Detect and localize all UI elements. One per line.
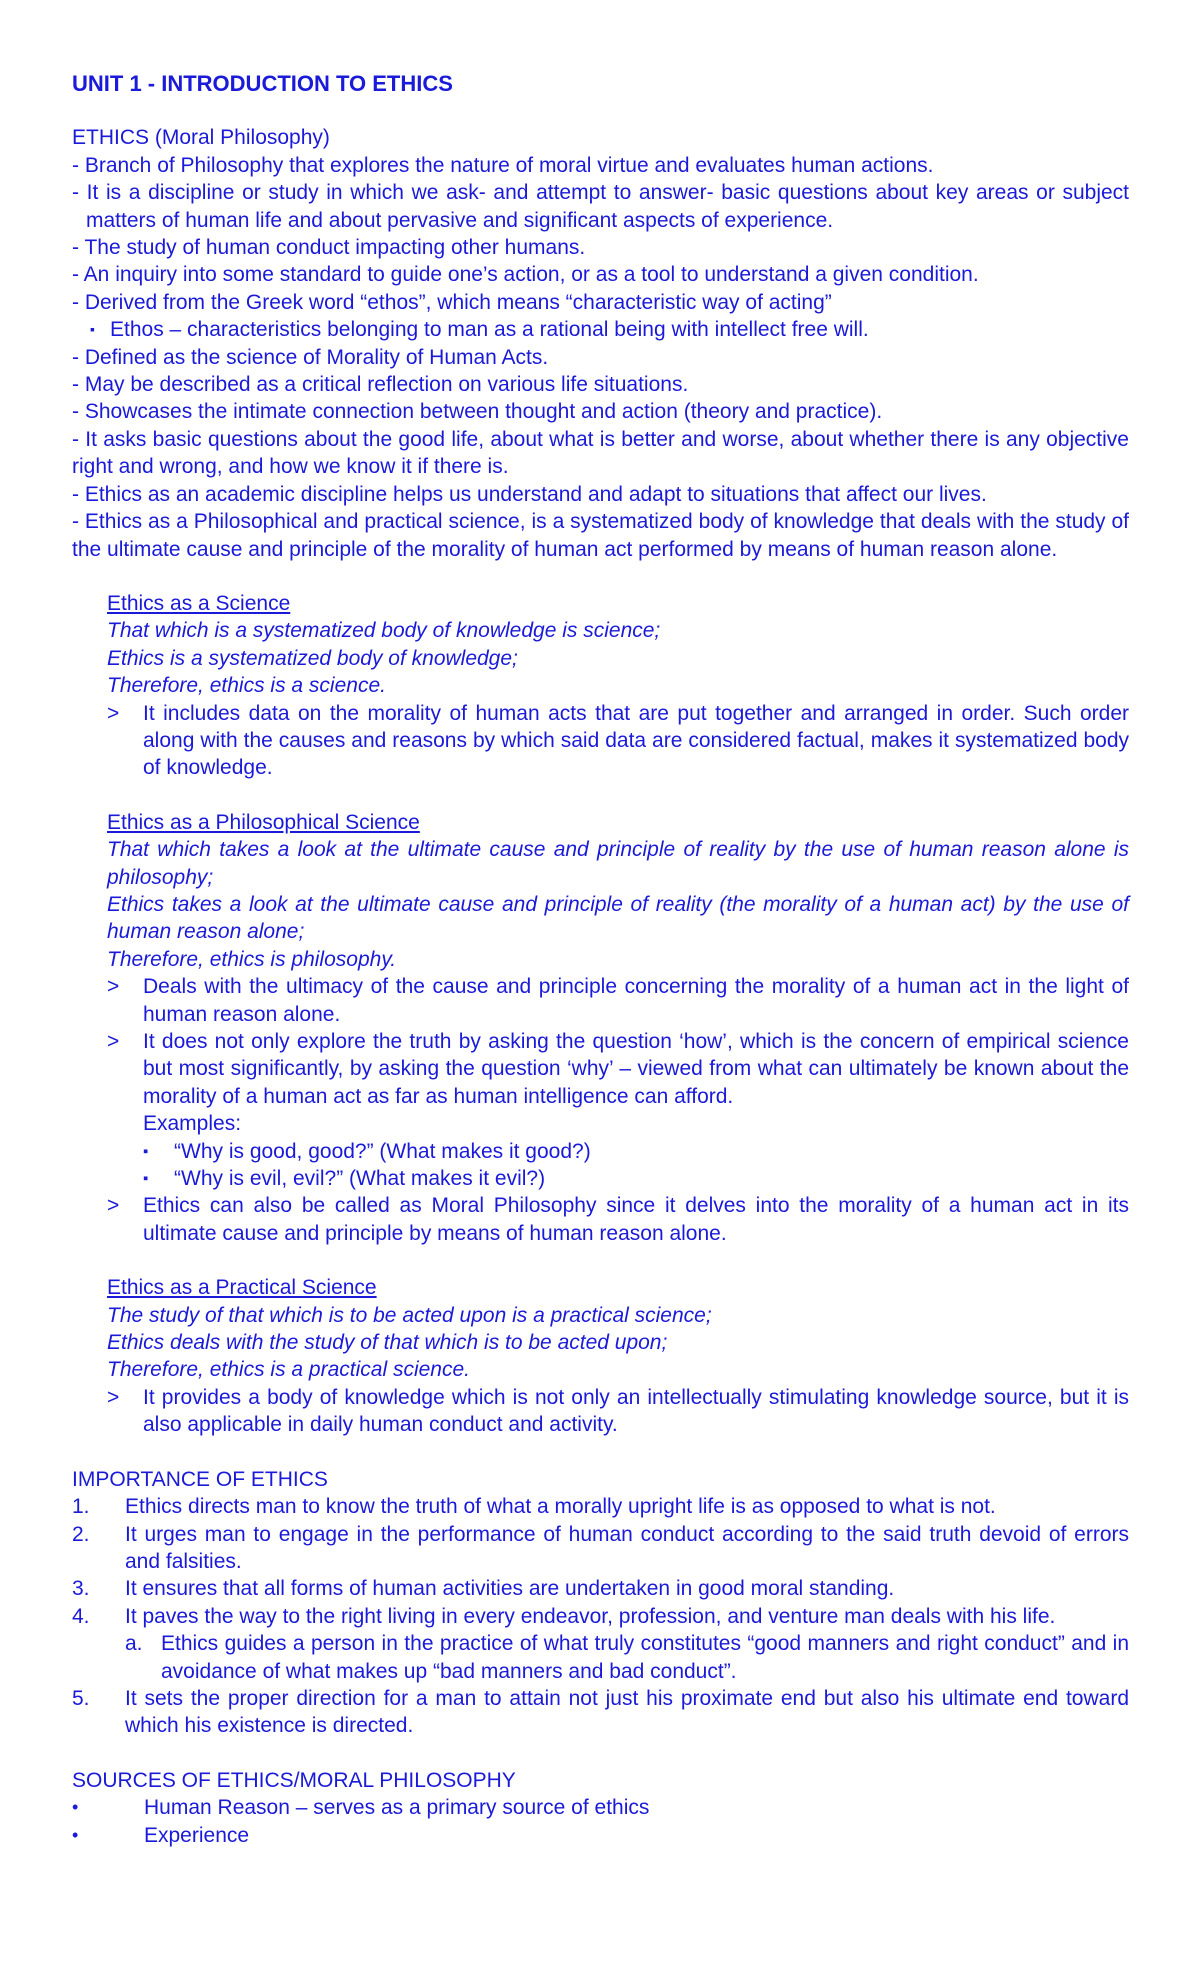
bullet-text: Experience: [144, 1823, 250, 1847]
item-text: It sets the proper direction for a man to attain not just his proximate end but also his ultimate end toward which his existence is directed.: [125, 1686, 1129, 1738]
arrow-point: [107, 1192, 1129, 1247]
arrow-point-text: It includes data on the morality of human acts that are put together and arranged in order. Such order along with the causes and reasons by which said data are considered factual, makes it systematized body of knowledge.: [143, 701, 1129, 780]
definition-line: - Branch of Philosophy that explores the nature of moral virtue and evaluates human actions.: [72, 153, 934, 177]
bullet-item: [72, 1822, 1129, 1849]
definition-line: - May be described as a critical reflection on various life situations.: [72, 373, 689, 397]
example-text: “Why is good, good?” (What makes it good?): [174, 1139, 591, 1163]
item-number: 4.: [72, 1604, 90, 1628]
arrow-point-text: Deals with the ultimacy of the cause and principle concerning the morality of a human act in the light of human reason alone.: [143, 975, 1129, 1026]
subitem-text: Ethics guides a person in the practice of what truly constitutes “good manners and right conduct” and in avoidance of what makes up “bad manners and bad conduct”.: [161, 1632, 1129, 1683]
document-page: [72, 70, 1129, 1849]
bullet-item: [72, 1794, 1129, 1821]
definition-line: - Ethics as an academic discipline helps us understand and adapt to situations that affect our lives.: [72, 482, 987, 506]
syllogism-line: Therefore, ethics is a practical science.: [107, 1358, 470, 1382]
definition-line: - Derived from the Greek word “ethos”, which means “characteristic way of acting”: [72, 290, 832, 314]
example-text: “Why is evil, evil?” (What makes it evil?): [174, 1167, 546, 1191]
square-bullet-icon: ▪: [143, 1142, 149, 1160]
numbered-item: [72, 1521, 1129, 1576]
numbered-item: [72, 1493, 1129, 1520]
item-number: 3.: [72, 1577, 90, 1601]
arrow-point-text: Ethics can also be called as Moral Philosophy since it delves into the morality of a human act in its ultimate cause and principle by means of human reason alone.: [143, 1194, 1129, 1245]
item-number: 2.: [72, 1522, 90, 1546]
arrow-point: [107, 1384, 1129, 1439]
definition-line: - The study of human conduct impacting other humans.: [72, 236, 586, 260]
syllogism-line: Ethics is a systematized body of knowledge;: [107, 646, 518, 670]
ethos-note: [72, 316, 1129, 343]
syllogism-line: Therefore, ethics is a science.: [107, 674, 386, 698]
definition-line: - It asks basic questions about the good life, about what is better and worse, about whether there is any objective right and wrong, and how we know it if there is.: [72, 427, 1129, 479]
syllogism-line: Ethics deals with the study of that which is to be acted upon;: [107, 1331, 668, 1355]
arrow-point-text: It does not only explore the truth by asking the question ‘how’, which is the concern of empirical science but most significantly, by asking the question ‘why’ – viewed from what can ultimately be known about the morality of a human act as far as human intelligence can afford.: [143, 1030, 1129, 1108]
section-practical: [107, 1274, 1129, 1438]
example-item: [107, 1165, 1129, 1192]
definition-line: - It is a discipline or study in which we ask- and attempt to answer- basic questions about key areas or subject matters of human life and about pervasive and significant aspects of experience.: [72, 181, 1129, 232]
arrow-bullet-icon: >: [107, 975, 120, 999]
examples-label: Examples:: [143, 1112, 242, 1136]
arrow-bullet-icon: >: [107, 1385, 120, 1409]
item-number: 5.: [72, 1686, 90, 1710]
item-text: It ensures that all forms of human activities are undertaken in good moral standing.: [125, 1577, 895, 1601]
item-text: Ethics directs man to know the truth of what a morally upright life is as opposed to what is not.: [125, 1495, 996, 1519]
definition-line: - Showcases the intimate connection between thought and action (theory and practice).: [72, 400, 883, 424]
definition-line: - An inquiry into some standard to guide one’s action, or as a tool to understand a given condition.: [72, 263, 979, 287]
importance-heading: IMPORTANCE OF ETHICS: [72, 1467, 328, 1491]
bullet-icon: •: [72, 1824, 79, 1845]
square-bullet-icon: ▪: [90, 321, 95, 338]
numbered-item: [72, 1603, 1129, 1630]
square-bullet-icon: ▪: [143, 1170, 149, 1188]
section-heading: Ethics as a Science: [107, 591, 291, 615]
arrow-bullet-icon: >: [107, 1030, 120, 1053]
sources-heading: SOURCES OF ETHICS/MORAL PHILOSOPHY: [72, 1768, 516, 1792]
bullet-icon: •: [72, 1797, 79, 1818]
example-item: [107, 1138, 1129, 1165]
syllogism-line: Therefore, ethics is philosophy.: [107, 947, 397, 971]
arrow-point: [107, 1028, 1129, 1110]
syllogism-line: The study of that which is to be acted upon is a practical science;: [107, 1303, 712, 1327]
arrow-bullet-icon: >: [107, 1194, 120, 1218]
arrow-point: [107, 973, 1129, 1028]
item-text: It urges man to engage in the performance of human conduct according to the said truth devoid of errors and falsities.: [125, 1522, 1129, 1573]
arrow-point: [107, 700, 1129, 782]
item-number: 1.: [72, 1495, 90, 1519]
numbered-item: [72, 1685, 1129, 1740]
definition-line: - Defined as the science of Morality of Human Acts.: [72, 345, 549, 369]
ethics-heading: ETHICS (Moral Philosophy): [72, 126, 330, 150]
section-philosophical: [107, 809, 1129, 1248]
section-heading: Ethics as a Practical Science: [107, 1276, 377, 1300]
lettered-subitem: [72, 1630, 1129, 1685]
ethos-note-text: Ethos – characteristics belonging to man as a rational being with intellect free will.: [110, 318, 869, 342]
arrow-point-text: It provides a body of knowledge which is not only an intellectually stimulating knowledge source, but it is also applicable in daily human conduct and activity.: [143, 1385, 1129, 1437]
syllogism-line: That which is a systematized body of knowledge is science;: [107, 619, 661, 643]
page-title: UNIT 1 - INTRODUCTION TO ETHICS: [72, 71, 453, 96]
section-heading: Ethics as a Philosophical Science: [107, 810, 420, 834]
numbered-item: [72, 1575, 1129, 1602]
syllogism-line: Ethics takes a look at the ultimate cause and principle of reality (the morality of a human act) by the use of human reason alone;: [107, 892, 1129, 944]
syllogism-line: That which takes a look at the ultimate cause and principle of reality by the use of human reason alone is philosophy;: [107, 838, 1129, 889]
section-science: [107, 590, 1129, 782]
subitem-letter: a.: [125, 1632, 143, 1656]
item-text: It paves the way to the right living in every endeavor, profession, and venture man deals with his life.: [125, 1604, 1056, 1628]
definition-line: - Ethics as a Philosophical and practical science, is a systematized body of knowledge that deals with the study of the ultimate cause and principle of the morality of human act performed by means of human reason alone.: [72, 510, 1129, 561]
arrow-bullet-icon: >: [107, 701, 120, 725]
bullet-text: Human Reason – serves as a primary source of ethics: [144, 1796, 650, 1820]
